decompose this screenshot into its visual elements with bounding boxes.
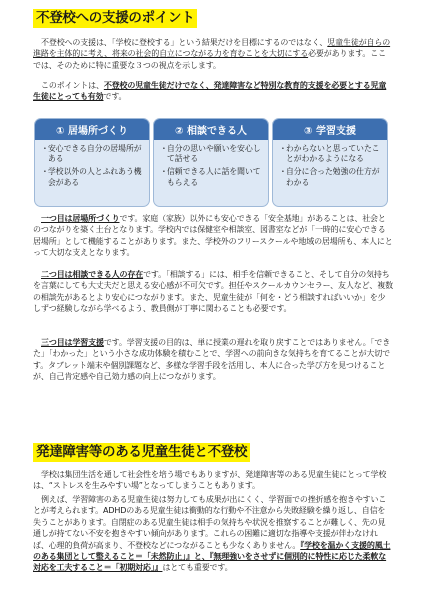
intro2-text-end: です。 <box>103 92 127 102</box>
point-box-title: ③ 学習支援 <box>273 119 387 140</box>
point-box-item: わからないと思っていたことがわかるようになる <box>286 144 380 164</box>
point-text: です。「相談する」には、相手を信頼できること、そして自分の気持ちを言葉にしても大丈夫だと思える安心感が不可欠です。担任やスクールカウンセラー、友人など、複数の相談先があるとより安心につながります。また、児童生徒が「何を・どう相談すればいいか」を少しずつ経験しながら学べるよう、教員側が丁寧に関わることも必要です。 <box>33 270 393 314</box>
intro-text-end: 必要があります。ここでは、そのために特に重要な３つの視点を示します。 <box>33 49 386 70</box>
section2-paragraph-2 <box>33 494 393 574</box>
intro-paragraph-1 <box>33 37 393 71</box>
point-text: です。学習支援の目的は、単に授業の遅れを取り戻すことではありません。「できた」「わかった」という小さな成功体験を積むことで、学習への前向きな気持ちを育てることが大切です。タブレット端末や個別課題など、多様な学習手段を活用し、本人に合った学び方を見つけることが、自己肯定感や自己効力感の向上につながります。 <box>33 338 391 382</box>
section2-text-end: はとても重要です。 <box>162 563 233 573</box>
point-paragraph-1 <box>33 213 393 259</box>
intro-paragraph-2 <box>33 80 393 103</box>
point-lead: 二つ目は相談できる人の存在 <box>41 270 144 279</box>
intro2-underlined-text: 不登校の児童生徒だけでなく、発達障害など特別な教育的支援を必要とする児童生徒にとっても有効 <box>33 81 387 102</box>
point-lead: 一つ目は居場所づくり <box>41 214 120 223</box>
point-box-item: 安心できる自分の居場所がある <box>48 144 142 164</box>
point-box-item: 学校以外の人とふれあう機会がある <box>48 167 142 187</box>
intro2-text: このポイントは、 <box>41 81 104 90</box>
section-title-support-points: 不登校への支援のポイント <box>33 9 197 28</box>
point-text: です。家庭（家族）以外にも安心できる「安全基地」があることは、社会とのつながりを築く土台となります。学校内では保健室や相談室、図書室などが「一時的に安心できる居場所」として機能することがあります。また、学校外のフリースクールや地域の居場所も、本人にとって大切な支えとなります。 <box>33 214 393 258</box>
point-box-item: 信頼できる人に話を聞いてもらえる <box>167 167 261 187</box>
point-box-soudan: ② 相談できる人 ・ 自分の思いや願いを安心して話せる ・ 信頼できる人に話を聞いてもらえる <box>153 118 269 207</box>
section2-text: 学校は集団生活を通して社会性を培う場でもありますが、発達障害等のある児童生徒にとって学校は、“ストレスを生みやすい場”となってしまうこともあります。 <box>33 470 387 491</box>
point-box-item: 自分の思いや願いを安心して話せる <box>167 144 261 164</box>
point-box-ibasho: ① 居場所づくり ・ 安心できる自分の居場所がある ・ 学校以外の人とふれあう機会がある <box>34 118 150 207</box>
section-title-developmental-disorders: 発達障害等のある児童生徒と不登校 <box>33 443 250 462</box>
point-lead: 三つ目は学習支援 <box>41 338 104 347</box>
point-box-item: 自分に合った勉強の仕方がわかる <box>286 167 380 187</box>
point-paragraph-2 <box>33 269 393 315</box>
point-box-title: ② 相談できる人 <box>154 119 268 140</box>
section2-underlined-text: 『学校を温かく支援的風土のある集団として整えること＝「未然防止」』と、『無理強いをさせずに個別的に特性に応じた柔軟な対応を工夫すること＝「初期対応」』 <box>33 540 391 573</box>
intro-underlined-text: 児童生徒が自らの進路を主体的に考え、将来の社会的自立につながる力を育むことを大切にする <box>33 38 391 59</box>
point-box-gakushu: ③ 学習支援 ・ わからないと思っていたことがわかるようになる ・ 自分に合った勉強の仕方がわかる <box>272 118 388 207</box>
section2-paragraph-1 <box>33 469 393 492</box>
point-box-title: ① 居場所づくり <box>35 119 149 140</box>
intro-text: 不登校への支援は、「学校に登校する」という結果だけを目標にするのではなく、 <box>41 38 328 47</box>
point-paragraph-3 <box>33 337 393 383</box>
section2-text: 例えば、学習障害のある児童生徒は努力しても成果が出にくく、学習面での挫折感を抱きやすいことが考えられます。ADHDのある児童生徒は衝動的な行動や不注意から失敗経験を繰り返し、自信を失うことがあります。自閉症のある児童生徒は相手の気持ちや状況を推察することが難しく、先の見通しが持てない不安を抱きやすい傾向があります。これらの困難に適切な指導や支援が伴わなければ、心理的負荷が高まり、不登校などにつながることも少なくありません。 <box>33 495 387 550</box>
